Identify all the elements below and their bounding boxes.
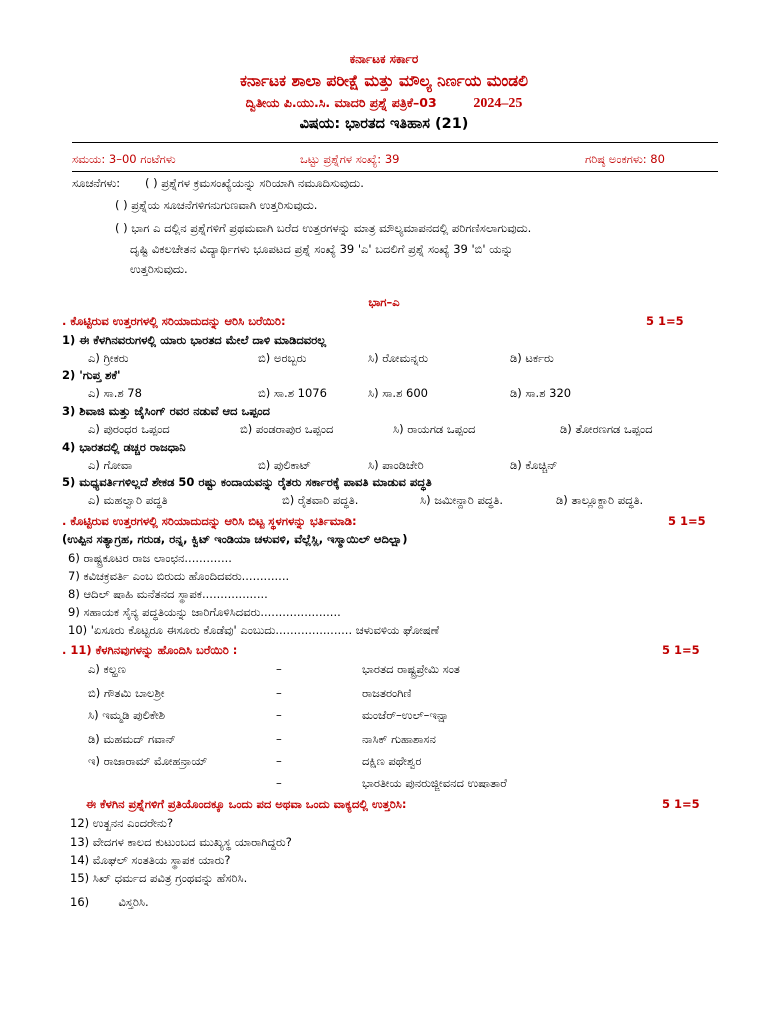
match-right: ದಕ್ಷಿಣ ಪಥೇಶ್ವರ: [362, 754, 422, 768]
match-right: ಮಂಜೆರ್–ಉಲ್–ಇನ್ಷಾ: [362, 708, 450, 722]
short-question: 15) ಸಿಖ್ ಧರ್ಮದ ಪವಿತ್ರ ಗ್ರಂಥವನ್ನು ಹೆಸರಿಸಿ.: [70, 871, 248, 885]
option: ಬಿ) ರೈತವಾರಿ ಪದ್ಧತಿ.: [282, 493, 359, 507]
match-left: ಬಿ) ಗೌತಮಿ ಬಾಲಶ್ರೀ: [88, 686, 165, 700]
section-marks: 5 1=5: [646, 314, 684, 328]
section-title: . 11) ಕೆಳಗಿನವುಗಳನ್ನು ಹೊಂದಿಸಿ ಬರೆಯಿರಿ :: [62, 643, 238, 657]
match-right: ರಾಜತರಂಗಿಣಿ: [362, 686, 412, 700]
short-question: 13) ವೇದಗಳ ಕಾಲದ ಕುಟುಂಬದ ಮುಖ್ಯಸ್ಥ ಯಾರಾಗಿದ್ದರು?: [70, 835, 292, 849]
option: ಡಿ) ತೋರಣಗಡ ಒಪ್ಪಂದ: [560, 422, 653, 436]
match-dash: –: [276, 776, 282, 790]
section-title: ಈ ಕೆಳಗಿನ ಪ್ರಶ್ನೆಗಳಿಗೆ ಪ್ರತಿಯೊಂದಕ್ಕೂ ಒಂದು ಪದ ಅಥವಾ ಒಂದು ವಾಕ್ಯದಲ್ಲಿ ಉತ್ತರಿಸಿ:: [86, 797, 407, 811]
meta-divider: [72, 171, 718, 172]
short-question: 16) ವಿಸ್ತರಿಸಿ.: [70, 895, 149, 909]
match-left: ಸಿ) ಇಮ್ಮಡಿ ಪುಲಿಕೇಶಿ: [88, 708, 166, 722]
paper-title: [0, 95, 768, 112]
match-dash: –: [276, 686, 282, 700]
section-title: . ಕೊಟ್ಟಿರುವ ಉತ್ತರಗಳಲ್ಲಿ ಸರಿಯಾದುದನ್ನು ಆರಿಸಿ ಬರೆಯಿರಿ:: [62, 314, 286, 328]
section-title: . ಕೊಟ್ಟಿರುವ ಉತ್ತರಗಳಲ್ಲಿ ಸರಿಯಾದುದನ್ನು ಆರಿಸಿ ಬಿಟ್ಟ ಸ್ಥಳಗಳನ್ನು ಭರ್ತಿಮಾಡಿ:: [62, 514, 357, 528]
option: ಡಿ) ಕೊಚ್ಚಿನ್: [510, 458, 558, 472]
question-text: 3) ಶಿವಾಜಿ ಮತ್ತು ಜೈಸಿಂಗ್ ರವರ ನಡುವೆ ಆದ ಒಪ್ಪಂದ: [62, 404, 270, 418]
short-question: 14) ಮೊಘಲ್ ಸಂತತಿಯ ಸ್ಥಾಪಕ ಯಾರು?: [70, 853, 231, 867]
match-right: ಭಾರತೀಯ ಪುನರುಜ್ಜೀವನದ ಉಷಾತಾರೆ: [362, 776, 507, 790]
fill-choices: (ಉಪ್ಪಿನ ಸತ್ಯಾಗ್ರಹ, ಗರುಡ, ರನ್ನ, ಕ್ವಿಟ್ ಇಂಡಿಯಾ ಚಳುವಳಿ, ವೆಲ್ಲೆಸ್ಲಿ, ಇಸ್ಮಾಯಿಲ್ ಆದಿಲ್ಷಾ): [62, 532, 408, 546]
option: ಎ) ಗೋವಾ: [88, 458, 133, 472]
header-divider: [72, 142, 718, 143]
match-dash: –: [276, 732, 282, 746]
match-dash: –: [276, 662, 282, 676]
max-marks: ಗರಿಷ್ಠ ಅಂಕಗಳು: 80: [585, 152, 665, 166]
part-heading: ಭಾಗ–ಎ: [368, 295, 400, 309]
paper-year: 2024–25: [473, 96, 523, 111]
option: ಬಿ) ಪಂಡರಾಪುರ ಒಪ್ಪಂದ: [240, 422, 334, 436]
section-marks: 5 1=5: [662, 643, 700, 657]
match-right: ನಾಸಿಕ್ ಗುಹಾಶಾಸನ: [362, 732, 436, 746]
option: ಎ) ಮಹಲ್ವಾರಿ ಪದ್ಧತಿ: [88, 493, 168, 507]
option: ಎ) ಸಾ.ಶ 78: [88, 386, 142, 400]
time-info: ಸಮಯ: 3–00 ಗಂಟೆಗಳು: [72, 152, 176, 166]
paper-name: ದ್ವಿತೀಯ ಪಿ.ಯು.ಸಿ. ಮಾದರಿ ಪ್ರಶ್ನೆ ಪತ್ರಿಕೆ–03: [245, 95, 437, 110]
fill-item: 7) ಕವಿಚಕ್ರವರ್ತಿ ಎಂಬ ಬಿರುದು ಹೊಂದಿದವರು.............: [68, 569, 290, 583]
option: ಸಿ) ರೋಮನ್ನರು: [368, 351, 429, 365]
match-left: ಡಿ) ಮಹಮದ್ ಗವಾನ್: [88, 732, 176, 746]
total-questions: ಒಟ್ಟು ಪ್ರಶ್ನೆಗಳ ಸಂಖ್ಯೆ: 39: [300, 152, 400, 166]
question-text: 5) ಮಧ್ಯವರ್ತಿಗಳಿಲ್ಲದೆ ಶೇಕಡ 50 ರಷ್ಟು ಕಂದಾಯವನ್ನು ರೈತರು ಸರ್ಕಾರಕ್ಕೆ ಪಾವತಿ ಮಾಡುವ ಪದ್ಧತಿ: [62, 475, 432, 489]
match-dash: –: [276, 754, 282, 768]
match-left: ಎ) ಕಲ್ಹಣ: [88, 662, 126, 676]
question-text: 4) ಭಾರತದಲ್ಲಿ ಡಚ್ಚರ ರಾಜಧಾನಿ: [62, 440, 186, 454]
govt-title: ಕರ್ನಾಟಕ ಸರ್ಕಾರ: [349, 52, 419, 66]
option: ಸಿ) ಪಾಂಡಿಚೇರಿ: [368, 458, 424, 472]
section-marks: 5 1=5: [668, 514, 706, 528]
option: ಎ) ಪುರಂಧರ ಒಪ್ಪಂದ: [88, 422, 170, 436]
section-marks: 5 1=5: [662, 797, 700, 811]
instruction-item: ದೃಷ್ಟಿ ವಿಕಲಚೇತನ ವಿದ್ಯಾರ್ಥಿಗಳು ಭೂಪಟದ ಪ್ರಶ್ನೆ ಸಂಖ್ಯೆ 39 'ಎ' ಬದಲಿಗೆ ಪ್ರಶ್ನೆ ಸಂಖ್ಯೆ 39 'ಬಿ' ಯನ್ನು: [130, 242, 514, 256]
instruction-item: ಉತ್ತರಿಸುವುದು.: [130, 262, 188, 276]
option: ಡಿ) ಸಾ.ಶ 320: [510, 386, 572, 400]
question-text: 2) 'ಗುಪ್ತ ಶಕೆ': [62, 368, 121, 382]
fill-item: 10) 'ಏಸೂರು ಕೊಟ್ಟರೂ ಈಸೂರು ಕೊಡೆವು' ಎಂಬುದು..................... ಚಳುವಳಿಯ ಘೋಷಣೆ: [68, 623, 440, 637]
board-title: ಕರ್ನಾಟಕ ಶಾಲಾ ಪರೀಕ್ಷೆ ಮತ್ತು ಮೌಲ್ಯ ನಿರ್ಣಯ ಮಂಡಲಿ: [239, 72, 529, 90]
fill-item: 6) ರಾಷ್ಟ್ರಕೂಟರ ರಾಜ ಲಾಂಛನ.............: [68, 551, 232, 565]
match-dash: –: [276, 708, 282, 722]
option: ಬಿ) ಸಾ.ಶ 1076: [258, 386, 327, 400]
instruction-item: ( ) ಪ್ರಶ್ನೆಯ ಸೂಚನೆಗಳಿಗನುಗುಣವಾಗಿ ಉತ್ತರಿಸುವುದು.: [115, 198, 318, 212]
short-question: 12) ಉತ್ಖನನ ಎಂದರೇನು?: [70, 816, 174, 830]
option: ಸಿ) ಜಮೀನ್ದಾರಿ ಪದ್ಧತಿ.: [420, 493, 503, 507]
fill-item: 8) ಆದಿಲ್ ಷಾಹಿ ಮನೆತನದ ಸ್ಥಾಪಕ..................: [68, 587, 268, 601]
question-text: 1) ಈ ಕೆಳಗಿನವರುಗಳಲ್ಲಿ ಯಾರು ಭಾರತದ ಮೇಲೆ ದಾಳಿ ಮಾಡಿದವರಲ್ಲ: [62, 333, 327, 347]
match-left: ಇ) ರಾಜಾರಾಮ್ ಮೋಹನ್ರಾಯ್: [88, 754, 208, 768]
instructions-label: ಸೂಚನೆಗಳು:: [72, 176, 121, 190]
option: ಸಿ) ರಾಯಗಡ ಒಪ್ಪಂದ: [393, 422, 476, 436]
option: ಡಿ) ಟರ್ಕರು: [510, 351, 554, 365]
option: ಸಿ) ಸಾ.ಶ 600: [368, 386, 428, 400]
instruction-item: ( ) ಭಾಗ ಎ ದಲ್ಲಿನ ಪ್ರಶ್ನೆಗಳಿಗೆ ಪ್ರಥಮವಾಗಿ ಬರೆದ ಉತ್ತರಗಳನ್ನು ಮಾತ್ರ ಮೌಲ್ಯಮಾಪನದಲ್ಲಿ ಪರಿಗಣಿಸಲಾಗುವುದು.: [115, 221, 532, 235]
option: ಬಿ) ಅರಬ್ಬರು: [258, 351, 307, 365]
option: ಡಿ) ತಾಲ್ಲೂಕ್ದಾರಿ ಪದ್ಧತಿ.: [556, 493, 644, 507]
match-right: ಭಾರತದ ರಾಷ್ಟ್ರಪ್ರೇಮಿ ಸಂತ: [362, 662, 460, 676]
fill-item: 9) ಸಹಾಯಕ ಸೈನ್ಯ ಪದ್ಧತಿಯನ್ನು ಜಾರಿಗೊಳಿಸಿದವರು......................: [68, 605, 341, 619]
subject-title: ವಿಷಯ: ಭಾರತದ ಇತಿಹಾಸ (21): [299, 116, 469, 132]
option: ಬಿ) ಪುಲಿಕಾಟ್: [258, 458, 312, 472]
option: ಎ) ಗ್ರೀಕರು: [88, 351, 129, 365]
instruction-item: ( ) ಪ್ರಶ್ನೆಗಳ ಕ್ರಮಸಂಖ್ಯೆಯನ್ನು ಸರಿಯಾಗಿ ನಮೂದಿಸುವುದು.: [145, 176, 364, 190]
